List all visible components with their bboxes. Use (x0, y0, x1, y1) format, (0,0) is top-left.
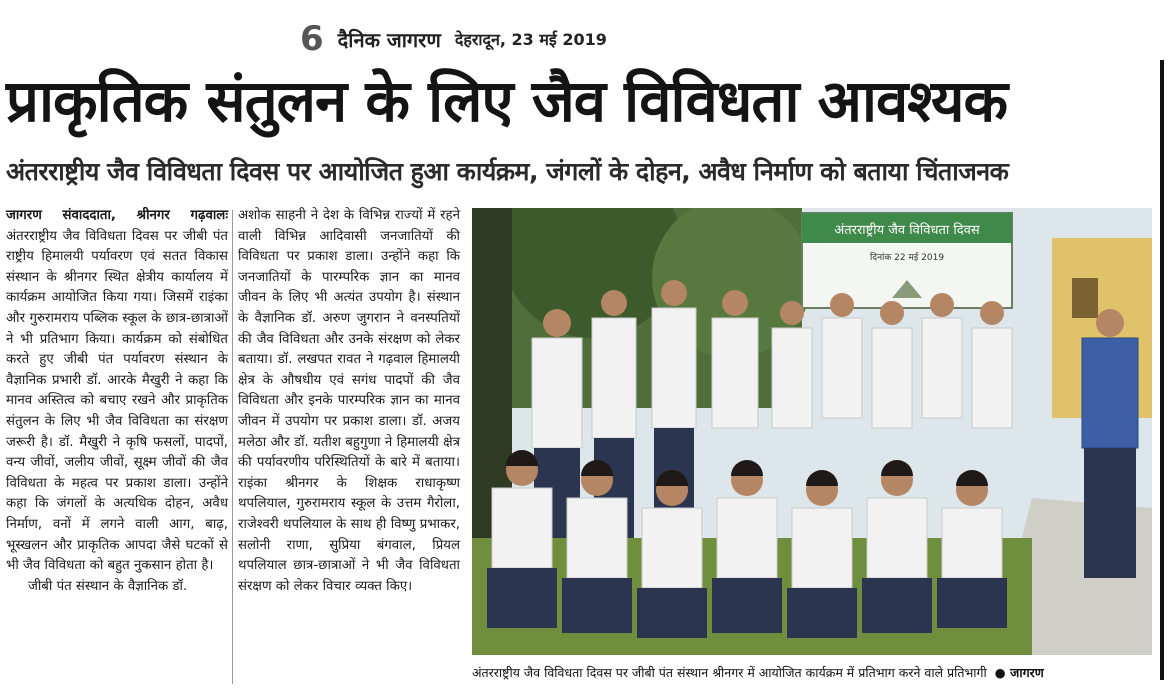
article-body-1-tail: जीबी पंत संस्थान के वैज्ञानिक डॉ. (28, 578, 188, 594)
photo-credit: ● जागरण (994, 665, 1044, 680)
page-number: 6 (300, 19, 324, 59)
photo-caption (472, 660, 1152, 686)
page-edge-rule (1160, 60, 1164, 680)
column-divider (232, 210, 233, 684)
article-body-2: अशोक साहनी ने देश के विभिन्न राज्यों में रहने वाली विभिन्न आदिवासी जनजातियों की विविधता पर प्रकाश डाला। उन्होंने कहा कि जनजातियों के पारम्परिक ज्ञान का मानव जीवन के लिए भी अत्यंत उपयोग है। संस्थान के वैज्ञानिक डॉ. अरुण जुगरान ने वनस्पतियों की जैव विविधता और उनके संरक्षण को लेकर बताया। डॉ. लखपत रावत ने गढ़वाल हिमालयी क्षेत्र के औषधीय एवं सगंध पादपों की जैव विविधता और इनके पारम्परिक ज्ञान का मानव जीवन में उपयोग पर प्रकाश डाला। डॉ. अजय मलेठा और डॉ. यतीश बहुगुणा ने हिमालयी क्षेत्र की पर्यावरणीय परिस्थितियों के बारे में बताया। राइंका श्रीनगर के शिक्षक राधाकृष्ण थपलियाल, गुरुरामराय स्कूल के उत्तम गैरोला, राजेश्वरी थपलियाल के साथ ही विष्णु प्रभाकर, सलोनी राणा, सुप्रिया बंगवाल, प्रियल थपलियाल छात्र-छात्राओं ने भी जैव विविधता संरक्षण को लेकर विचार व्यक्त किए। (238, 208, 460, 594)
article-body-1: अंतरराष्ट्रीय जैव विविधता दिवस पर जीबी पंत राष्ट्रीय हिमालयी पर्यावरण एवं सतत विकास संस्थान के श्रीनगर स्थित क्षेत्रीय कार्यालय में कार्यक्रम आयोजित किया गया। जिसमें राइंका और गुरुरामराय पब्लिक स्कूल के छात्र-छात्राओं ने भी प्रतिभाग किया। कार्यक्रम को संबोधित करते हुए जीबी पंत पर्यावरण संस्थान के वैज्ञानिक प्रभारी डॉ. आरके मैखुरी ने कहा कि मानव अस्तित्व को बचाए रखने और प्राकृतिक संतुलन के लिए भी जैव विविधता का संरक्षण जरूरी है। डॉ. मैखुरी ने कृषि फसलों, पादपों, वन्य जीवों, जलीय जीवों, सूक्ष्म जीवों की जैव विविधता के महत्व पर प्रकाश डाला। उन्होंने कहा कि जंगलों के अत्यधिक दोहन, अवैध निर्माण, वनों में लगने वाली आग, बाढ़, भूस्खलन और प्राकृतिक आपदा जैसे घटकों से भी जैव विविधता को बहुत नुकसान होता है। (6, 228, 228, 574)
masthead (300, 19, 607, 59)
group-photo (472, 208, 1152, 655)
dateline: देहरादून, 23 मई 2019 (454, 30, 607, 49)
caption-text: अंतरराष्ट्रीय जैव विविधता दिवस पर जीबी पंत संस्थान श्रीनगर में आयोजित कार्यक्रम में प्रतिभाग करने वाले प्रतिभागी (472, 665, 987, 680)
banner-title: अंतरराष्ट्रीय जैव विविधता दिवस (834, 223, 980, 238)
article-column-1 (6, 206, 228, 597)
subheadline: अंतरराष्ट्रीय जैव विविधता दिवस पर आयोजित हुआ कार्यक्रम, जंगलों के दोहन, अवैध निर्माण को बताया चिंताजनक (6, 157, 1009, 186)
headline: प्राकृतिक संतुलन के लिए जैव विविधता आवश्यक (6, 67, 1008, 135)
newspaper-name: दैनिक जागरण (337, 27, 441, 52)
byline: जागरण संवाददाता, श्रीनगर गढ़वालः (6, 208, 228, 223)
banner-date: दिनांक 22 मई 2019 (869, 253, 945, 263)
article-column-2 (238, 206, 460, 597)
